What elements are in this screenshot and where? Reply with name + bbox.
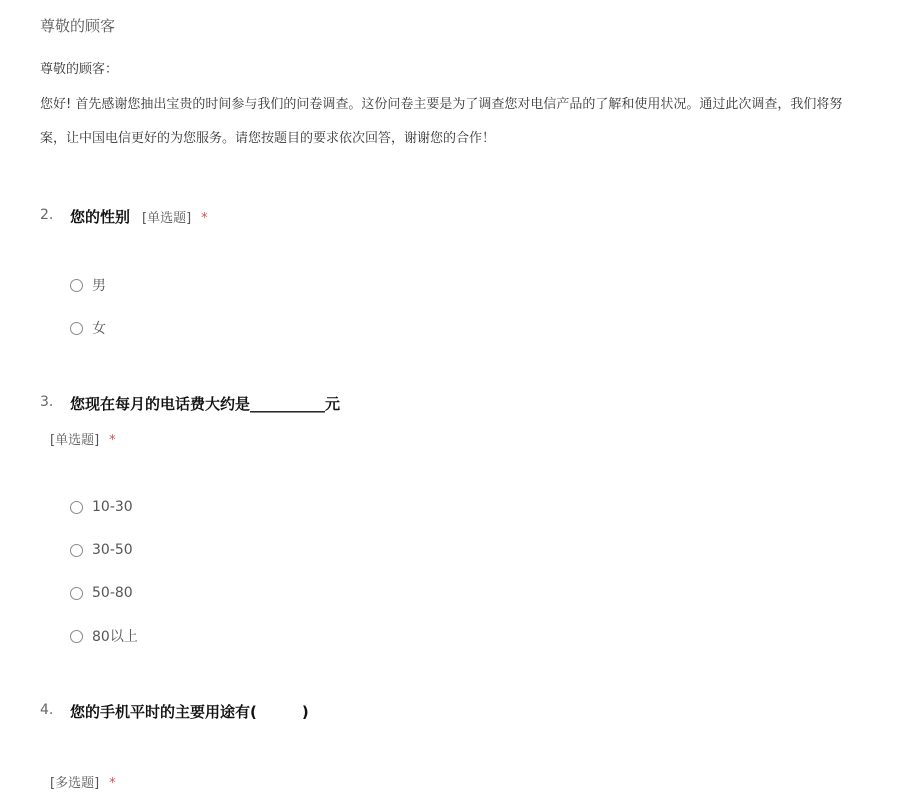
question-type-label: [单选题] [142,211,192,226]
radio-button[interactable] [70,322,83,335]
radio-button[interactable] [70,630,83,643]
option-label: 80以上 [92,629,138,645]
question-title: 您的手机平时的主要用途有( ) [70,703,309,721]
option-label: 10-30 [92,499,133,515]
question-type-row [50,429,116,448]
question-type-row [50,772,116,791]
question-type-label: [多选题] [50,776,100,791]
question-type-label: [单选题] [50,433,100,448]
intro-paragraph [40,88,900,156]
question-title: 您现在每月的电话费大约是__________元 [70,395,341,413]
page-title: 尊敬的顾客 [40,17,116,35]
intro-greeting: 尊敬的顾客： [40,62,119,77]
question-title-row [70,206,208,227]
option-30-50[interactable] [70,540,133,560]
required-marker: * [201,211,208,226]
option-label: 男 [92,278,106,294]
radio-button[interactable] [70,501,83,514]
question-number: 3. [40,394,54,410]
option-label: 50-80 [92,585,133,601]
option-male[interactable] [70,275,106,295]
option-10-30[interactable] [70,497,133,517]
question-number: 2. [40,207,54,223]
required-marker: * [109,433,116,448]
intro-line: 您好! 首先感谢您抽出宝贵的时间参与我们的问卷调查。这份问卷主要是为了调查您对电信产品的了解和使用状况。通过此次调查，我们将努 [40,97,843,112]
option-label: 30-50 [92,542,133,558]
option-female[interactable] [70,318,106,338]
radio-button[interactable] [70,544,83,557]
question-number: 4. [40,702,54,718]
question-title: 您的性别 [70,208,131,226]
radio-button[interactable] [70,587,83,600]
intro-line: 案，让中国电信更好的为您服务。请您按题目的要求依次回答，谢谢您的合作！ [40,131,496,146]
option-80-plus[interactable] [70,626,138,646]
option-50-80[interactable] [70,583,133,603]
option-label: 女 [92,321,106,337]
required-marker: * [109,776,116,791]
radio-button[interactable] [70,279,83,292]
